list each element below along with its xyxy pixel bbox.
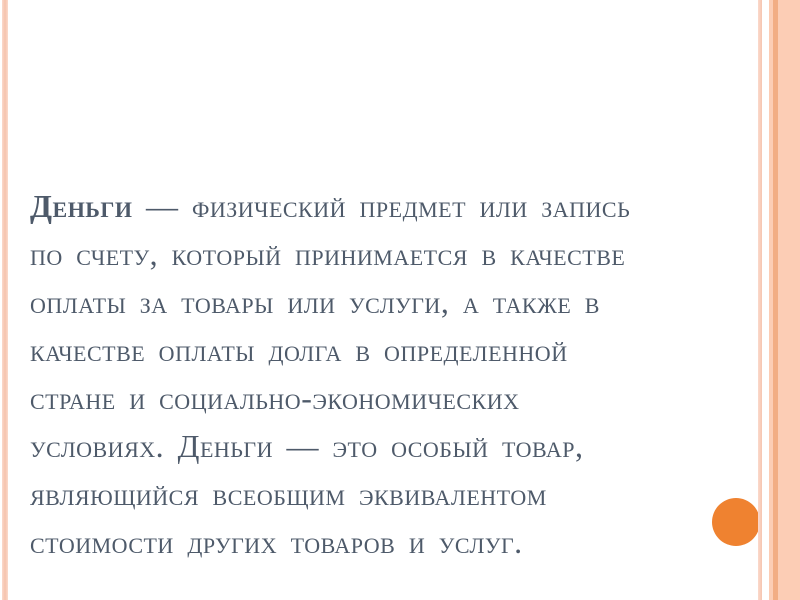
left-accent-stripe <box>2 0 8 600</box>
body-text-line: стоимости других товаров и услуг. <box>30 524 523 560</box>
body-text-block <box>30 182 750 566</box>
right-accent-band-dark-stripe <box>773 0 778 600</box>
body-text-line: оплаты за товары или услуги, а также в <box>30 284 600 320</box>
right-accent-band <box>769 0 800 600</box>
body-text-line: условиях. Деньги — это особый товар, <box>30 428 584 464</box>
body-text-line: по счету, который принимается в качестве <box>30 236 626 272</box>
body-text-line: качестве оплаты долга в определенной <box>30 332 568 368</box>
body-text-line: стране и социально-экономических <box>30 380 520 416</box>
body-text-segment: — физический предмет или запись <box>132 188 631 224</box>
lead-word: Деньги <box>30 188 133 224</box>
page-number-circle <box>712 498 760 546</box>
body-text-line <box>30 182 750 230</box>
body-text-line: являющийся всеобщим эквивалентом <box>30 476 547 512</box>
right-accent-stripe-thin <box>758 0 762 600</box>
